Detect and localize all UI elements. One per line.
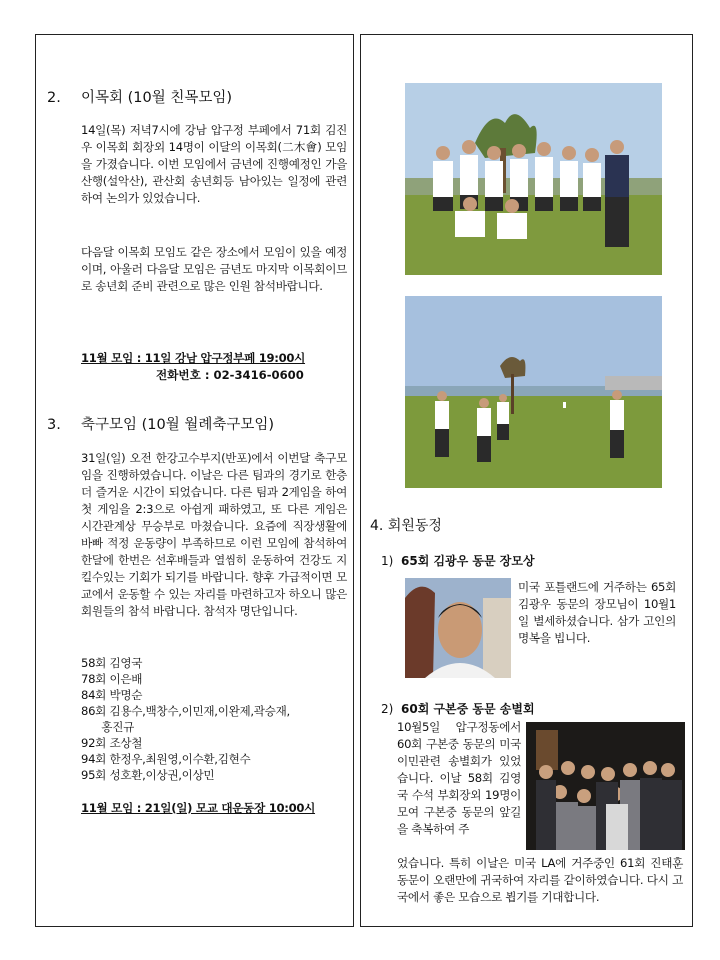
item-1-heading xyxy=(381,552,535,569)
section-2-title: 이목회 (10월 친목모임) xyxy=(81,90,233,106)
item-1-text: 미국 포틀랜드에 거주하는 65회 김광우 동문의 장모님이 10월1일 별세하셨습니다. 삼가 고인의 명복을 빕니다. xyxy=(518,580,676,645)
item-1-title: 65회 김광우 동문 장모상 xyxy=(401,554,535,568)
section-2-meeting: 11월 모임 : 11일 강남 압구정부페 19:00시 xyxy=(81,351,306,365)
section-3-meeting: 11월 모임 : 21일(일) 모교 대운동장 10:00시 xyxy=(81,801,316,815)
attendee-line: 58회 김영국 xyxy=(81,656,143,670)
item-2-number: 2) xyxy=(381,702,394,716)
attendee-line: 86회 김용수,백창수,이민재,이완제,곽승재, xyxy=(81,704,290,718)
section-2-paragraph-2: 다음달 이목회 모임도 같은 장소에서 모임이 있을 예정이며, 아울러 다음달 모임은 금년도 마지막 이목회이므로 송년회 준비 관련으로 많은 인원 참석바랍니다. xyxy=(81,245,347,293)
section-2-heading xyxy=(47,86,232,107)
item-2-text-full: 었습니다. 특히 이날은 미국 LA에 거주중인 61회 진태훈 동문이 오랜만에 귀국하여 자리를 같이하였습니다. 다시 고국에서 좋은 모습으로 뵙기를 기대합니다. xyxy=(397,856,683,904)
section-2-phone: 전화번호 : 02-3416-0600 xyxy=(156,368,304,382)
section-2-number: 2. xyxy=(47,90,61,106)
member-portrait-photo xyxy=(405,578,511,678)
attendee-line: 홍진규 xyxy=(81,720,135,734)
section-3-heading xyxy=(47,413,274,434)
attendee-line: 78회 이은배 xyxy=(81,672,143,686)
attendee-line: 95회 성호환,이상권,이상민 xyxy=(81,768,215,782)
attendee-line: 94회 한정우,최원영,이수환,김현수 xyxy=(81,752,251,766)
item-2-title: 60회 구본중 동문 송별회 xyxy=(401,702,535,716)
attendee-line: 84회 박명순 xyxy=(81,688,143,702)
item-1-number: 1) xyxy=(381,554,394,568)
attendee-line: 92회 조상철 xyxy=(81,736,143,750)
section-2-paragraph-1: 14일(목) 저녁7시에 강남 압구정 부페에서 71회 김진우 이목회 회장외 14명이 이달의 이목회(二木會) 모임을 가졌습니다. 이번 모임에서 금년에 진행예정인 가을 산행(설악산), 관산회 송년회등 남아있는 일정에 관련하여 논의가 있었습니다. xyxy=(81,123,347,205)
farewell-party-photo xyxy=(526,722,685,850)
section-3-title: 축구모임 (10월 월례축구모임) xyxy=(81,417,275,433)
section-3-number: 3. xyxy=(47,417,61,433)
soccer-team-photo xyxy=(405,83,662,275)
attendee-list xyxy=(81,655,351,783)
soccer-field-photo xyxy=(405,296,662,488)
section-3-paragraph: 31일(일) 오전 한강고수부지(반포)에서 이번달 축구모임을 진행하였습니다. 이날은 다른 팀과의 경기로 한층 더 즐거운 시간이 되었습니다. 다른 팀과 2게임을 하여 첫 게임을 2:3으로 아쉽게 패하였고, 또 다른 게임은 시간관계상 무승부로 마쳤습니다. 요즘에 직장생활에 바빠 적정 운동량이 부족하므로 이런 모임에 참석하여 한달에 한번은 선후배들과 열씸히 운동하여 건강도 지킬수있는 기회가 되기를 바랍니다. 향후 가급적이면 모교에서 운동할 수 있는 자리를 마련하고자 하오니 많은 회원들의 참석 바랍니다. 참석자 명단입니다. xyxy=(81,451,347,618)
section-4-heading xyxy=(370,515,442,535)
section-4-number: 4. xyxy=(370,518,384,534)
section-4-title: 회원동정 xyxy=(387,518,442,534)
item-2-heading xyxy=(381,700,535,717)
item-2-text-side: 10월5일 압구정동에서 60회 구본중 동문의 미국 이민관련 송별회가 있었습니다. 이날 58회 김영국 수석 부회장외 19명이 모여 구본중 동문의 앞길을 축복하여 주 xyxy=(397,720,521,836)
